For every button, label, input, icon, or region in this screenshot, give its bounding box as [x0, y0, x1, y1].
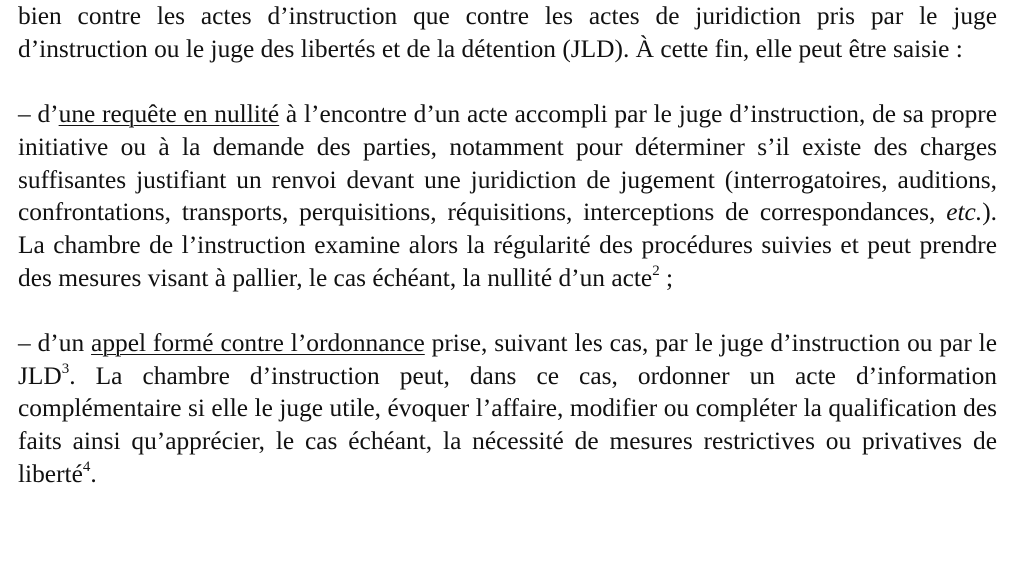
- document-page: [18, 0, 997, 491]
- appeal-end: .: [90, 459, 97, 488]
- footnote-ref-3[interactable]: 3: [61, 361, 70, 378]
- footnote-ref-4[interactable]: 4: [82, 459, 91, 476]
- appeal-text: prise, suivant les cas, par le juge d’instruction ou par le JLD: [18, 329, 998, 390]
- list-dash: – d’: [18, 100, 59, 129]
- nullity-request-text-continued: ). La chambre de l’instruction examine alors la régularité des procédures suivies et peut prendre des mesures visant à pallier, le cas échéant, la nullité d’un acte: [18, 198, 997, 292]
- etc-italic: etc.: [946, 198, 983, 227]
- paragraph-spacer: [18, 65, 997, 98]
- nullity-request-underlined-term: une requête en nullité: [58, 100, 280, 129]
- intro-paragraph: [18, 0, 997, 65]
- appeal-text-continued: . La chambre d’instruction peut, dans ce cas, ordonner un acte d’information complémentaire si elle le juge utile, évoquer l’affaire, modifier ou compléter la qualification des faits ainsi qu’apprécier, le cas échéant, la nécessité de mesures restrictives ou privatives de liberté: [18, 361, 997, 488]
- appeal-underlined-term: appel formé contre l’ordonnance: [91, 329, 425, 357]
- footnote-ref-2[interactable]: 2: [652, 263, 660, 280]
- nullity-request-text: à l’encontre d’un acte accompli par le juge d’instruction, de sa propre initiative ou à la demande des parties, notamment pour déterminer s’il existe des charges suffisantes justifiant un renvoi devant une juridiction de jugement (interrogatoires, auditions, confrontations, transports, perquisitions, réquisitions, interceptions de correspondances,: [18, 100, 997, 227]
- paragraph-spacer: [18, 294, 997, 327]
- nullity-request-paragraph: [18, 98, 997, 294]
- appeal-paragraph: [18, 327, 997, 491]
- list-dash: – d’un: [18, 329, 92, 357]
- nullity-request-end: ;: [659, 263, 674, 292]
- intro-text: bien contre les actes d’instruction que contre les actes de juridiction pris par le juge d’instruction ou le juge des libertés et de la détention (JLD). À cette fin, elle peut être saisie :: [18, 2, 997, 63]
